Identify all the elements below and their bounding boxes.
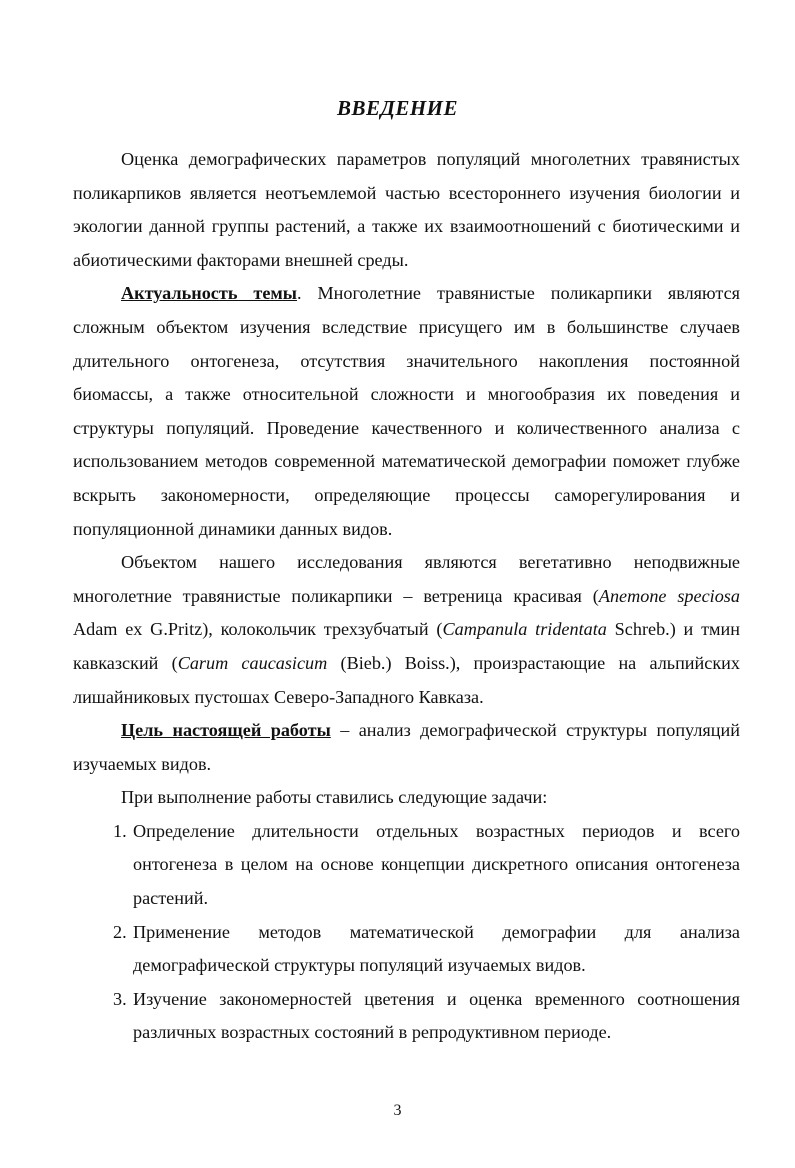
goal-text: – анализ демографической структуры популяций изучаемых видов. [73,720,740,774]
list-item-text: Применение методов математической демографии для анализа демографической структуры популяций изучаемых видов. [133,921,740,976]
paragraph-intro: Оценка демографических параметров популяций многолетних травянистых поликарпиков является неотъемлемой частью всестороннего изучения биологии и экологии данной группы растений, а также их взаимоотношений с биотическими и абиотическими факторами внешней среды. [73,149,740,270]
paragraph-goal [73,714,740,781]
paragraph-object [73,546,740,714]
list-item [73,916,740,983]
page-title: ВВЕДЕНИЕ [336,96,459,120]
list-item-number: 3. [113,988,127,1009]
tasks-intro: При выполнение работы ставились следующие задачи: [121,787,548,808]
species-campanula: Campanula tridentata [442,619,607,640]
paragraph-relevance [73,277,740,546]
object-text-1: Объектом нашего исследования являются вегетативно неподвижные многолетние травянистые поликарпики – ветреница красивая ( [73,552,740,606]
species-anemone: Anemone speciosa [598,585,740,606]
list-item-text: Изучение закономерностей цветения и оценка временного соотношения различных возрастных состояний в репродуктивном периоде. [133,988,740,1043]
goal-heading: Цель настоящей работы [121,720,331,741]
relevance-text: . Многолетние травянистые поликарпики являются сложным объектом изучения вследствие присущего им в большинстве случаев длительного онтогенеза, отсутствия значительного накопления постоянной биомассы, а также относительной сложности и многообразия их поведения и структуры популяций. Проведение качественного и количественного анализа с использованием методов современной математической демографии поможет глубже вскрыть закономерности, определяющие процессы саморегулирования и популяционной динамики данных видов. [73,283,741,539]
list-item-number: 1. [113,820,127,841]
species-carum: Carum caucasicum [177,652,328,673]
object-text-4: (Bieb.) Boiss.), произрастающие на альпийских лишайниковых пустошах Северо-Западного Кавказа. [73,652,741,707]
page-number: 3 [393,1102,402,1119]
object-text-2: Adam ex G.Pritz), колокольчик трехзубчатый ( [73,619,443,640]
list-item-text: Определение длительности отдельных возрастных периодов и всего онтогенеза в целом на основе концепции дискретного описания онтогенеза растений. [133,820,740,909]
object-text-3: Schreb.) и тмин кавказский ( [73,619,740,673]
list-item [73,815,740,916]
body-text [73,143,740,1050]
tasks-list [73,815,740,1050]
list-item-number: 2. [113,921,127,942]
relevance-heading: Актуальность темы [121,283,297,304]
list-item [73,983,740,1050]
